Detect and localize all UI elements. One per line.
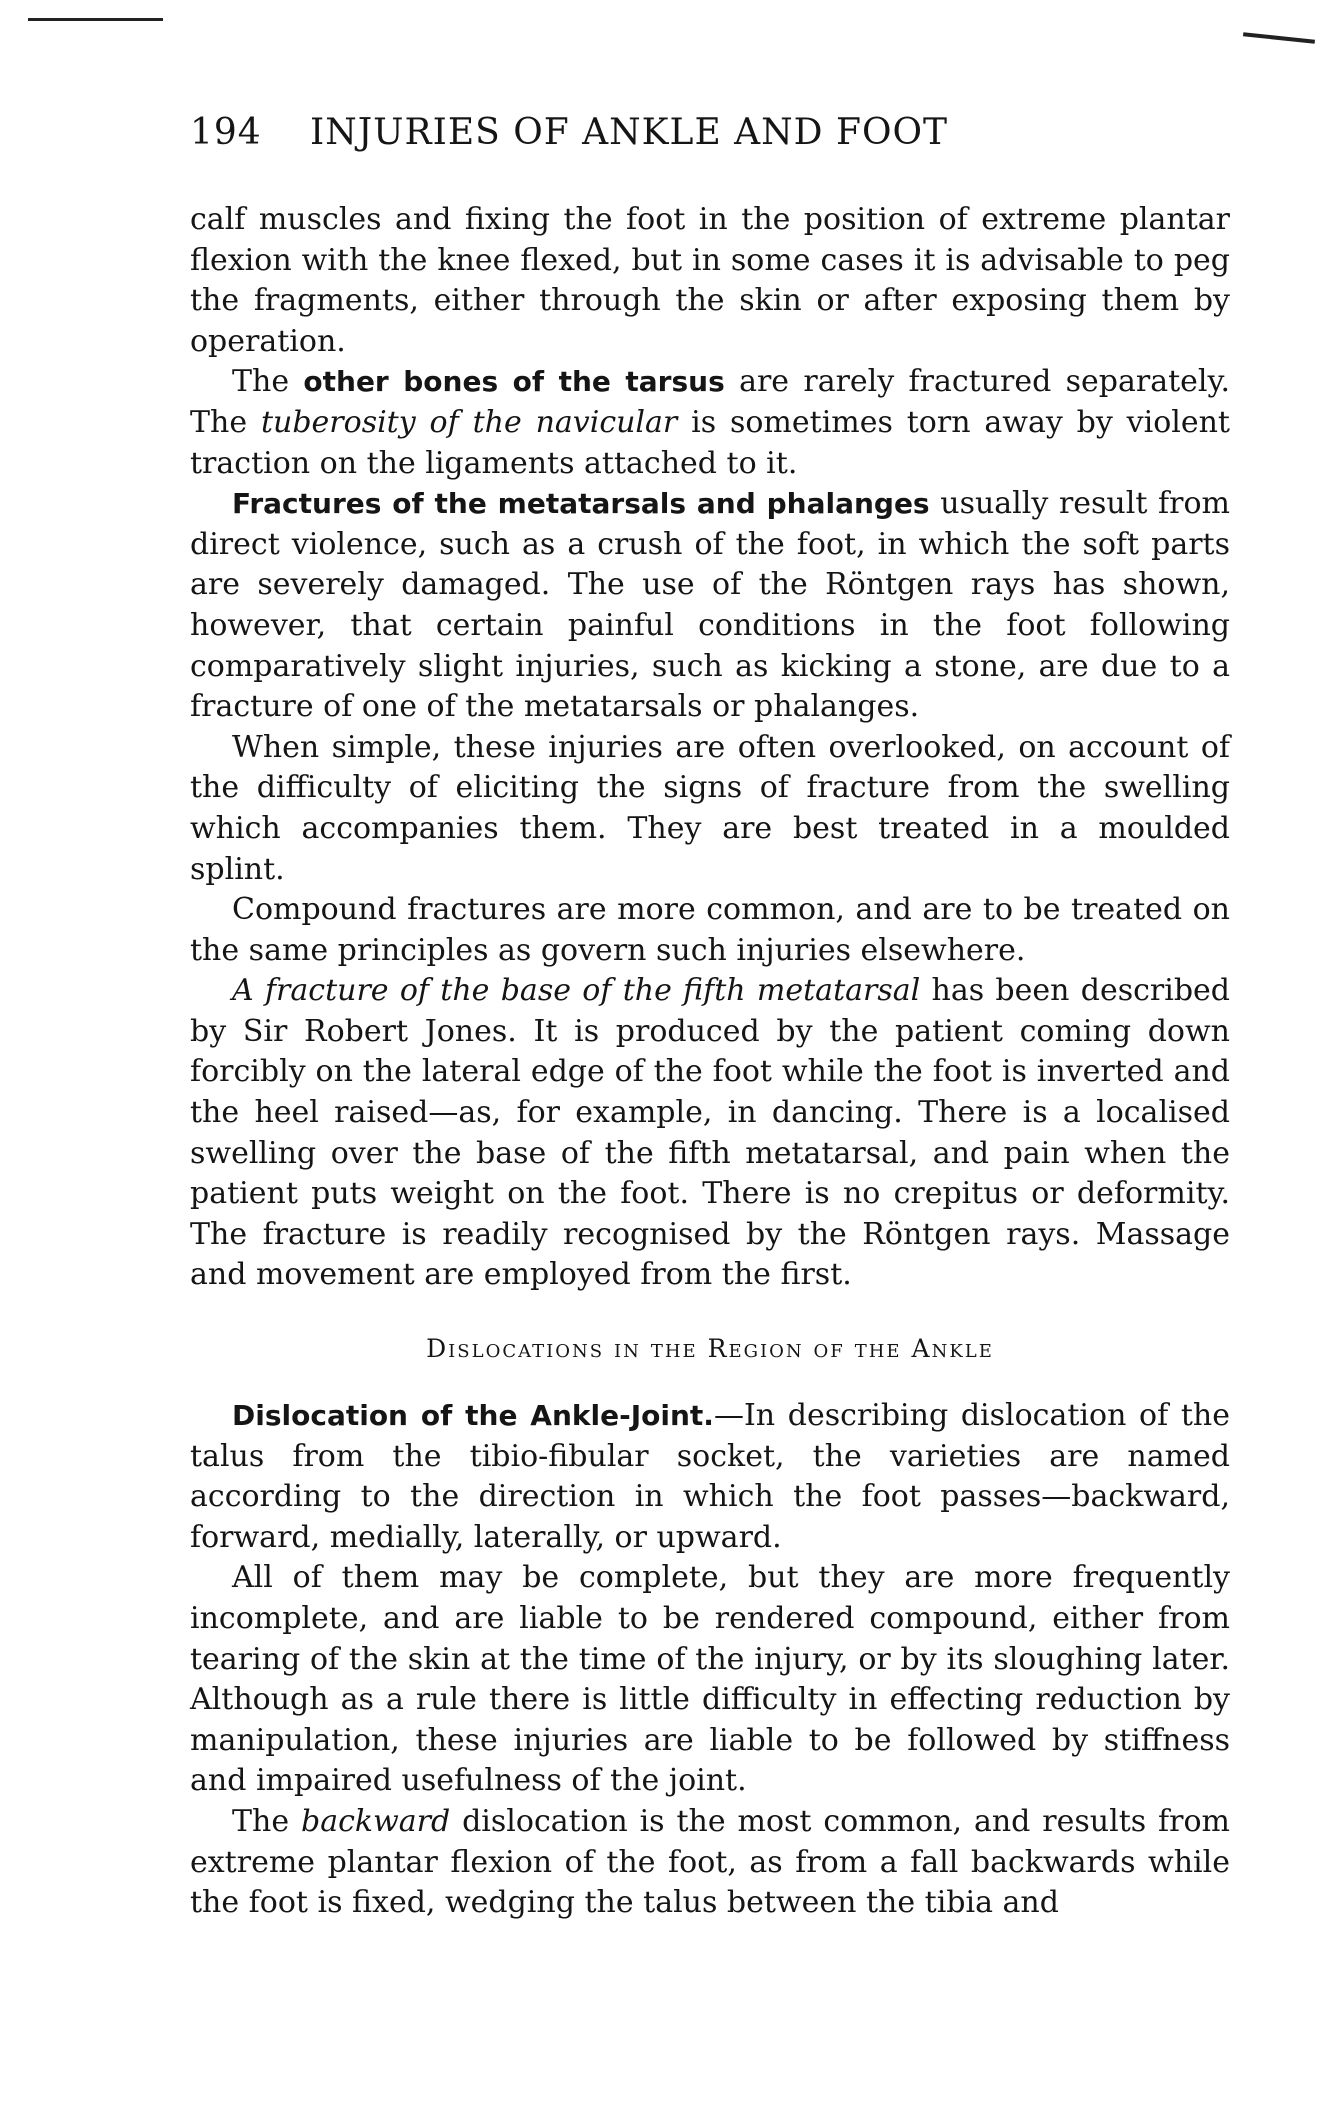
paragraph-text: Compound fractures are more common, and are to be treated on the same principles as govern such injuries elsewhere. bbox=[190, 892, 1230, 968]
paragraph-continued bbox=[190, 200, 1230, 362]
italic-term: tuberosity of the navicular bbox=[260, 404, 678, 440]
text-run: dislocation is the most common, and results from extreme plantar flexion of the foot, as from a fall backwards while the foot is fixed, wedging the talus between the tibia and bbox=[190, 1803, 1230, 1921]
paragraph-text: calf muscles and fixing the foot in the position of extreme plantar flexion with the knee flexed, but in some cases it is advisable to peg the fragments, either through the skin or after exposing them by operation. bbox=[190, 202, 1230, 359]
paragraph-text: All of them may be complete, but they are more frequently incomplete, and are liable to be rendered compound, either from tearing of the skin at the time of the injury, or by its sloughing later. Although as a rule there is little difficulty in effecting reduction by manipulation, these injuries are liable to be followed by stiffness and impaired usefulness of the joint. bbox=[190, 1560, 1230, 1799]
bold-term: other bones of the tarsus bbox=[303, 365, 725, 399]
page-number: 194 bbox=[190, 112, 262, 153]
italic-term: backward bbox=[301, 1803, 451, 1839]
italic-term: A fracture of the base of the fifth metatarsal bbox=[232, 973, 921, 1009]
paragraph-simple-injuries bbox=[190, 728, 1230, 890]
text-run: is sometimes torn away by violent traction on the ligaments attached to it. bbox=[190, 404, 1230, 481]
text-run: usually result from direct violence, such as a crush of the foot, in which the soft parts are severely damaged. The use of the Röntgen rays has shown, however, that certain painful conditions in the foot following comparatively slight injuries, such as kicking a stone, are due to a fracture of one of the metatarsals or phalanges. bbox=[190, 486, 1230, 725]
paragraph-compound-fractures bbox=[190, 890, 1230, 971]
paragraph-other-tarsal-bones bbox=[190, 362, 1230, 484]
top-left-rule bbox=[28, 18, 163, 21]
text-run: are rarely fractured separately. The bbox=[190, 364, 1231, 440]
page-body bbox=[190, 200, 1230, 1924]
text-run: The bbox=[232, 1803, 301, 1839]
text-run: —In describing dislocation of the talus from the tibio-fibular socket, the varieties are named according to the direction in which the foot passes—backward, forward, medially, laterally, or upward. bbox=[190, 1398, 1230, 1555]
paragraph-text: When simple, these injuries are often overlooked, on account of the difficulty of eliciting the signs of fracture from the swelling which accompanies them. They are best treated in a moulded splint. bbox=[190, 729, 1230, 887]
paragraph-backward-dislocation bbox=[190, 1802, 1230, 1924]
paragraph-ankle-dislocation bbox=[190, 1396, 1230, 1558]
paragraph-fifth-metatarsal bbox=[190, 971, 1230, 1296]
running-title: INJURIES OF ANKLE AND FOOT bbox=[310, 112, 948, 153]
running-header bbox=[190, 112, 1150, 153]
bold-term: Dislocation of the Ankle-Joint. bbox=[232, 1399, 714, 1433]
text-run: has been described by Sir Robert Jones. It is produced by the patient coming down forcibly on the lateral edge of the foot while the foot is inverted and the heel raised—as, for example, in dancing. There is a localised swelling over the base of the fifth metatarsal, and pain when the patient puts weight on the foot. There is no crepitus or deformity. The fracture is readily recognised by the Röntgen rays. Massage and movement are employed from the first. bbox=[190, 973, 1230, 1293]
section-heading: Dislocations in the Region of the Ankle bbox=[426, 1334, 994, 1364]
text-run: The bbox=[232, 364, 304, 400]
paragraph-metatarsal-fractures bbox=[190, 484, 1230, 728]
paragraph-complete-incomplete bbox=[190, 1558, 1230, 1802]
top-right-rule bbox=[1243, 32, 1315, 44]
bold-term: Fractures of the metatarsals and phalanges bbox=[232, 487, 930, 521]
